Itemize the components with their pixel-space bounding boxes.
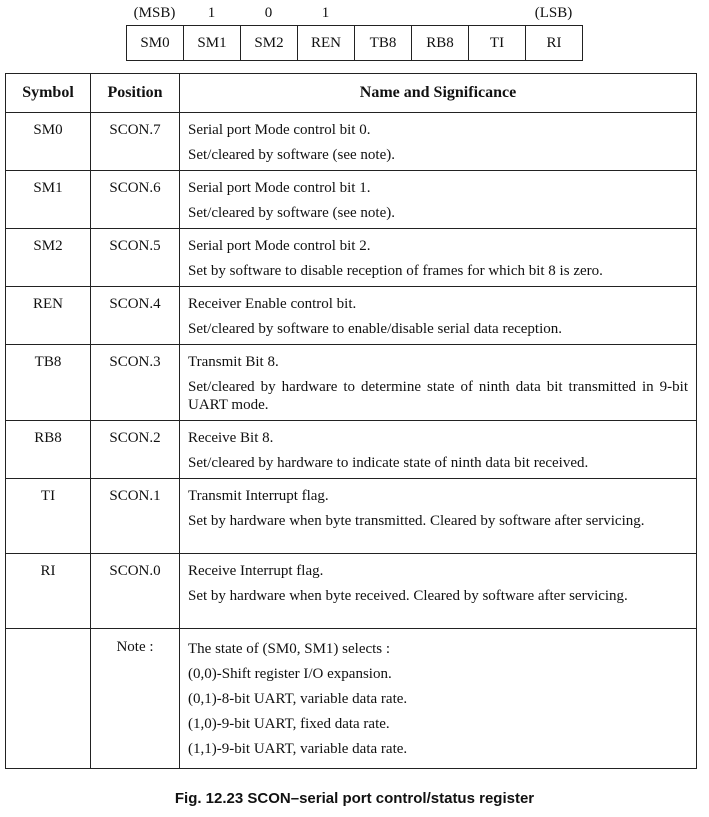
bit-value-label: 0 (264, 5, 273, 21)
bit-detail: Set/cleared by hardware to determine state of ninth data bit transmitted in 9-bit UART mode. (188, 379, 688, 413)
bit-name: Transmit Bit 8. (188, 354, 279, 370)
position-cell: SCON.2 (91, 421, 180, 479)
register-cell: SM2 (240, 26, 297, 60)
bit-detail: Set by hardware when byte transmitted. Cleared by software after servicing. (188, 513, 645, 529)
position-cell: SCON.0 (91, 554, 180, 629)
register-cell: RI (525, 26, 582, 60)
bit-name: Receive Bit 8. (188, 430, 274, 446)
bit-value-label: 1 (207, 5, 216, 21)
table-row (6, 421, 697, 479)
bit-value-label: 1 (321, 5, 330, 21)
register-bit-labels (126, 3, 583, 25)
note-row (6, 629, 697, 769)
bit-detail: Set/cleared by software (see note). (188, 205, 395, 221)
significance-column-header: Name and Significance (180, 74, 697, 113)
significance-cell (180, 421, 697, 479)
position-cell: SCON.6 (91, 171, 180, 229)
register-bit-cells (126, 25, 583, 61)
significance-cell (180, 479, 697, 554)
register-cell: TB8 (354, 26, 411, 60)
bit-detail: Set/cleared by software to enable/disable serial data reception. (188, 321, 563, 337)
bit-name: Serial port Mode control bit 2. (188, 238, 371, 254)
register-cell: REN (297, 26, 354, 60)
table-row (6, 345, 697, 421)
symbol-cell: SM1 (6, 171, 91, 229)
bit-detail: Set/cleared by hardware to indicate state of ninth data bit received. (188, 455, 589, 471)
position-cell: SCON.3 (91, 345, 180, 421)
table-row (6, 171, 697, 229)
bit-name: Serial port Mode control bit 1. (188, 180, 371, 196)
symbol-cell: RB8 (6, 421, 91, 479)
note-line: (0,0)-Shift register I/O expansion. (188, 666, 392, 682)
register-diagram (126, 3, 583, 61)
symbol-cell: SM2 (6, 229, 91, 287)
significance-cell (180, 554, 697, 629)
register-cell: SM0 (140, 34, 170, 51)
symbol-cell: REN (6, 287, 91, 345)
note-line: (0,1)-8-bit UART, variable data rate. (188, 691, 408, 707)
symbol-cell: TI (6, 479, 91, 554)
significance-cell (180, 171, 697, 229)
position-cell: SCON.5 (91, 229, 180, 287)
figure-caption: Fig. 12.23 SCON–serial port control/status register (174, 790, 535, 807)
symbol-cell: SM0 (6, 113, 91, 171)
note-line: The state of (SM0, SM1) selects : (188, 641, 391, 657)
bit-name: Transmit Interrupt flag. (188, 488, 329, 504)
msb-label: (MSB) (133, 5, 176, 21)
note-line: (1,0)-9-bit UART, fixed data rate. (188, 716, 390, 732)
note-body (180, 629, 697, 769)
scon-bit-table (5, 73, 697, 769)
position-cell: SCON.4 (91, 287, 180, 345)
table-row (6, 554, 697, 629)
register-cell: SM1 (183, 26, 240, 60)
empty-symbol-cell (6, 629, 91, 769)
bit-name: Serial port Mode control bit 0. (188, 122, 371, 138)
bit-name: Receiver Enable control bit. (188, 296, 357, 312)
table-row (6, 287, 697, 345)
significance-cell (180, 287, 697, 345)
symbol-column-header: Symbol (6, 74, 91, 113)
note-label: Note : (91, 629, 180, 769)
bit-name: Receive Interrupt flag. (188, 563, 324, 579)
bit-detail: Set by hardware when byte received. Cleared by software after servicing. (188, 588, 628, 604)
significance-cell (180, 345, 697, 421)
position-cell: SCON.7 (91, 113, 180, 171)
table-row (6, 229, 697, 287)
position-column-header: Position (91, 74, 180, 113)
table-header-row (6, 74, 697, 113)
register-cell: RB8 (411, 26, 468, 60)
bit-detail: Set/cleared by software (see note). (188, 147, 395, 163)
bit-detail: Set by software to disable reception of frames for which bit 8 is zero. (188, 263, 603, 279)
symbol-cell: RI (6, 554, 91, 629)
lsb-label: (LSB) (534, 5, 573, 21)
symbol-cell: TB8 (6, 345, 91, 421)
register-cell: TI (468, 26, 525, 60)
position-cell: SCON.1 (91, 479, 180, 554)
significance-cell (180, 229, 697, 287)
note-line: (1,1)-9-bit UART, variable data rate. (188, 741, 408, 757)
significance-cell (180, 113, 697, 171)
table-row (6, 479, 697, 554)
table-row (6, 113, 697, 171)
